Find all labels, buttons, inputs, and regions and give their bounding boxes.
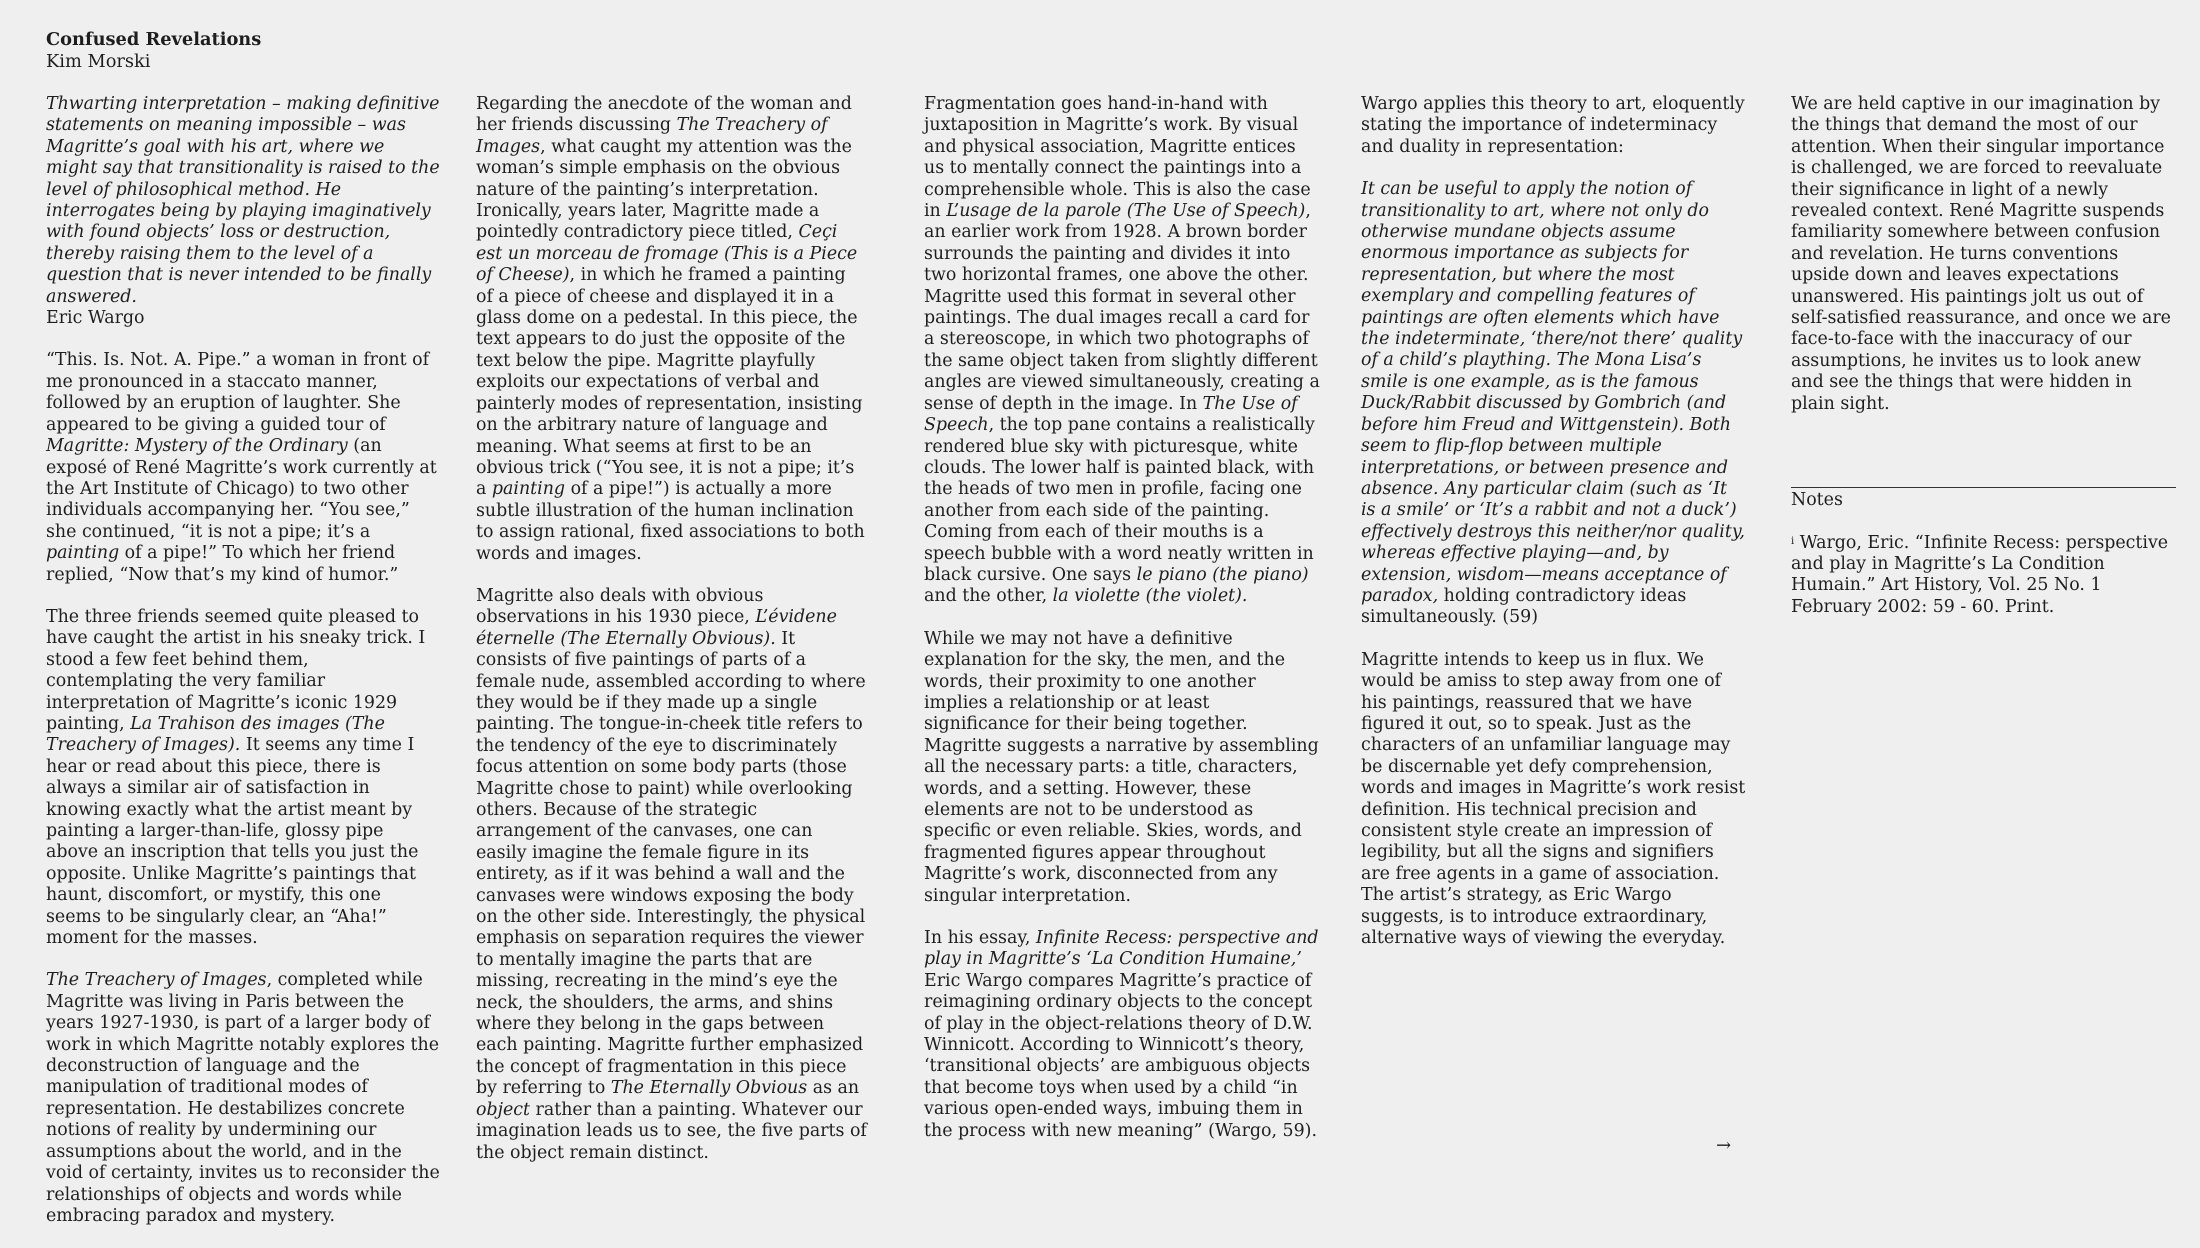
column-1 bbox=[46, 94, 440, 1248]
text-run: (an exposé of René Magritte’s work currently at the Art Institute of Chicago) to two other individuals accompanying her. “You see,” she continued, “it is not a pipe; it’s a bbox=[46, 436, 437, 542]
article-title: Confused Revelations bbox=[46, 29, 262, 50]
text-run: , completed while Magritte was living in Paris between the years 1927-1930, is part of a larger body of work in which Magritte notably explores the deconstruction of language and the manipulation of traditional modes of representation. He destabilizes concrete notions of reality by undermining our assumptions about the world, and in the void of certainty, invites us to reconsider the relationships of objects and words while embracing paradox and mystery. bbox=[46, 970, 440, 1226]
italic-run: Infinite Recess: perspective and play in Magritte’s ‘La Condition Humaine,’ bbox=[924, 928, 1319, 970]
paragraph: Magritte intends to keep us in flux. We would be amiss to step away from one of his paintings, reassured that we have figured it out, so to speak. Just as the characters of an unfamiliar language may be discernable yet defy comprehension, words and images in Magritte’s work resist definition. His technical precision and consistent style create an impression of legibility, but all the signs and signifiers are free agents in a game of association. The artist’s strategy, as Eric Wargo suggests, is to introduce extraordinary, alternative ways of viewing the everyday. bbox=[1361, 649, 1746, 949]
text-run: , an earlier work from 1928. A brown border surrounds the painting and divides it into two horizontal frames, one above the other. Magritte used this format in several other paintings. The dual images recall a card for a stereoscope, in which two photographs of the same object taken from slightly different angles are viewed simultaneously, creating a sense of depth in the image. In bbox=[924, 201, 1320, 414]
text-run: , in which he framed a painting of a piece of cheese and displayed it in a glass dome on a pedestal. In this piece, the text appears to do just the opposite of the text below the pipe. Magritte playfully exploits our expectations of verbal and painterly modes of representation, insisting on the arbitrary nature of language and meaning. What seems at first to be an obvious trick (“You see, it is not a pipe; it’s a bbox=[476, 265, 863, 500]
text-run: , what caught my attention was the woman’s simple emphasis on the obvious nature of the painting’s interpretation. Ironically, years later, Magritte made a pointedly contradictory piece titled, bbox=[476, 136, 852, 243]
text-run: Eric Wargo compares Magritte’s practice of reimagining ordinary objects to the concept of play in the object-relations theory of D.W. Winnicott. According to Winnicott’s theory, ‘transitional objects’ are ambiguous objects that become toys when used by a child “in various open-ended ways, imbuing them in the process with new meaning” (Wargo, 59). bbox=[924, 970, 1317, 1141]
paragraph: Wargo applies this theory to art, eloquently stating the importance of indeterminacy and duality in representation: bbox=[1361, 94, 1745, 157]
italic-run: le piano (the piano) bbox=[1136, 564, 1309, 585]
text-run: holding contradictory ideas simultaneously. (59) bbox=[1361, 585, 1687, 628]
text-run: Magritte also deals with obvious observations in his 1930 piece, bbox=[476, 585, 764, 628]
paragraph bbox=[476, 94, 868, 565]
epigraph: Thwarting interpretation – making definitive statements on meaning impossible – was Magritte’s goal with his art, where we might say that transitionality is raised to the level of philosophical method. He interrogates being by playing imaginatively with found objects’ loss or destruction, thereby raising them to the level of a question that is never intended to be finally answered. bbox=[46, 94, 440, 307]
italic-run: L’usage de la parole (The Use of Speech) bbox=[946, 201, 1306, 222]
italic-run: Ceçi est un morceau de fromage (This is a Piece of Cheese) bbox=[476, 222, 858, 286]
paragraph bbox=[46, 970, 440, 1227]
next-page-arrow-icon[interactable]: → bbox=[1716, 1135, 1732, 1156]
italic-run: L’évidene éternelle (The Eternally Obvious). bbox=[476, 607, 837, 649]
text-run: In his essay, bbox=[924, 928, 1036, 949]
text-run: rather than a painting. Whatever our imagination leads us to see, the five parts of the object remain distinct. bbox=[476, 1099, 867, 1163]
article-header bbox=[46, 29, 261, 73]
text-run: as an bbox=[807, 1078, 860, 1099]
italic-run: The Use of Speech bbox=[924, 393, 1298, 436]
text-run: “This. Is. Not. A. Pipe.” a woman in front of me pronounced in a staccato manner, followed by an eruption of laughter. She appeared to be giving a guided tour of bbox=[46, 350, 430, 435]
paragraph bbox=[924, 928, 1320, 1142]
text-run: of a pipe!” To which her friend replied, “Now that’s my kind of humor.” bbox=[46, 543, 399, 585]
text-run: , the top pane contains a realistically rendered blue sky with picturesque, white clouds. The lower half is painted black, with the heads of two men in profile, facing one another from each side of the painting. Coming from each of their mouths is a speech bubble with a word neatly written in black cursive. One says bbox=[924, 415, 1315, 585]
italic-run: La Trahison des images (The Treachery of Images). bbox=[46, 713, 385, 756]
footnote-text: Wargo, Eric. “Infinite Recess: perspective and play in Magritte’s La Condition Humain.” Art History, Vol. 25 No. 1 February 2002: 59 - 60. Print. bbox=[1791, 532, 2169, 617]
epigraph-attribution: Eric Wargo bbox=[46, 308, 145, 329]
notes-heading: Notes bbox=[1791, 490, 1843, 511]
text-run: and the other, bbox=[924, 586, 1053, 607]
text-run: The three friends seemed quite pleased to have caught the artist in his sneaky trick. I stood a few feet behind them, contemplating the very familiar interpretation of Magritte’s iconic 1929 painting, bbox=[46, 606, 426, 734]
notes-divider bbox=[1791, 487, 2176, 488]
column-3 bbox=[924, 94, 1320, 1163]
paragraph: While we may not have a definitive explanation for the sky, the men, and the words, their proximity to one another implies a relationship or at least significance for their being together. Magritte suggests a narrative by assembling all the necessary parts: a title, characters, words, and a setting. However, these elements are not to be understood as specific or even reliable. Skies, words, and fragmented figures appear throughout Magritte’s work, disconnected from any singular interpretation. bbox=[924, 628, 1319, 906]
text-run: It consists of five paintings of parts of a female nude, assembled according to where they would be if they made up a single painting. The tongue-in-cheek title refers to the tendency of the eye to discriminately focus attention on some body parts (those Magritte chose to paint) while overlooking others. Because of the strategic arrangement of the canvases, one can easily imagine the female figure in its entirety, as if it was behind a wall and the canvases were windows exposing the body on the other side. Interestingly, the physical emphasis on separation requires the viewer to mentally imagine the parts that are missing, recreating in the mind’s eye the neck, the shoulders, the arms, and shins where they belong in the gaps between each painting. Magritte further emphasized the concept of fragmentation in this piece by referring to bbox=[476, 628, 866, 1099]
italic-run: The Treachery of Images bbox=[476, 115, 828, 157]
italic-run: painting bbox=[46, 543, 120, 564]
paragraph bbox=[924, 94, 1320, 608]
italic-run: object bbox=[476, 1099, 531, 1120]
text-run: of a pipe!”) is actually a more subtle illustration of the human inclination to assign rational, fixed associations to both words and images. bbox=[476, 479, 865, 564]
paragraph bbox=[46, 607, 440, 950]
column-4 bbox=[1361, 94, 1747, 970]
footnote-marker: i bbox=[1791, 535, 1795, 547]
text-run: Fragmentation goes hand-in-hand with juxtaposition in Magritte’s work. By visual and physical association, Magritte entices us to mentally connect the paintings into a comprehensible whole. This is also the case in bbox=[924, 94, 1311, 222]
paragraph: We are held captive in our imagination by the things that demand the most of our attention. When their singular importance is challenged, we are forced to reevaluate their significance in light of a newly revealed context. René Magritte suspends familiarity somewhere between confusion and revelation. He turns conventions upside down and leaves expectations unanswered. His paintings jolt us out of self-satisfied reassurance, and once we are face-to-face with the inaccuracy of our assumptions, he invites us to look anew and see the things that were hidden in plain sight. bbox=[1791, 94, 2171, 414]
italic-run: The Eternally Obvious bbox=[610, 1078, 808, 1099]
column-5 bbox=[1791, 94, 2176, 639]
column-2 bbox=[476, 94, 868, 1185]
italic-run: painting bbox=[491, 479, 566, 500]
italic-run: la violette (the violet). bbox=[1052, 586, 1248, 607]
paragraph bbox=[46, 350, 440, 585]
text-run: Regarding the anecdote of the woman and her friends discussing bbox=[476, 94, 852, 136]
italic-run: Magritte: Mystery of the Ordinary bbox=[46, 436, 348, 457]
italic-run: It can be useful to apply the notion of transitionality to art, where not only do otherwise mundane objects assume enormous importance as subjects for representation, but where the most exemplary and compelling features of paintings are often elements which have the indeterminate, ‘there/not there’ quality of a child’s plaything. The Mona Lisa’s smile is one example, as is the famous Duck/Rabbit discussed by Gombrich (and before him Freud and Wittgenstein). Both seem to flip-flop between multiple interpretations, or between presence and absence. Any particular claim (such as ‘It is a smile’ or ‘It’s a rabbit and not a duck’) effectively destroys this neither/nor quality, whereas effective playing—and, by extension, wisdom—means acceptance of paradox, bbox=[1361, 179, 1745, 606]
text-run: It seems any time I hear or read about this piece, there is always a similar air of satisfaction in knowing exactly what the artist meant by painting a larger-than-life, glossy pipe above an inscription that tells you just the opposite. Unlike Magritte’s paintings that haunt, discomfort, or mystify, this one seems to be singularly clear, an “Aha!” moment for the masses. bbox=[46, 735, 419, 949]
paragraph bbox=[476, 586, 868, 1164]
italic-run: The Treachery of Images bbox=[46, 970, 267, 991]
article-author: Kim Morski bbox=[46, 51, 151, 72]
footnote bbox=[1791, 533, 2176, 619]
block-quote bbox=[1361, 179, 1747, 629]
